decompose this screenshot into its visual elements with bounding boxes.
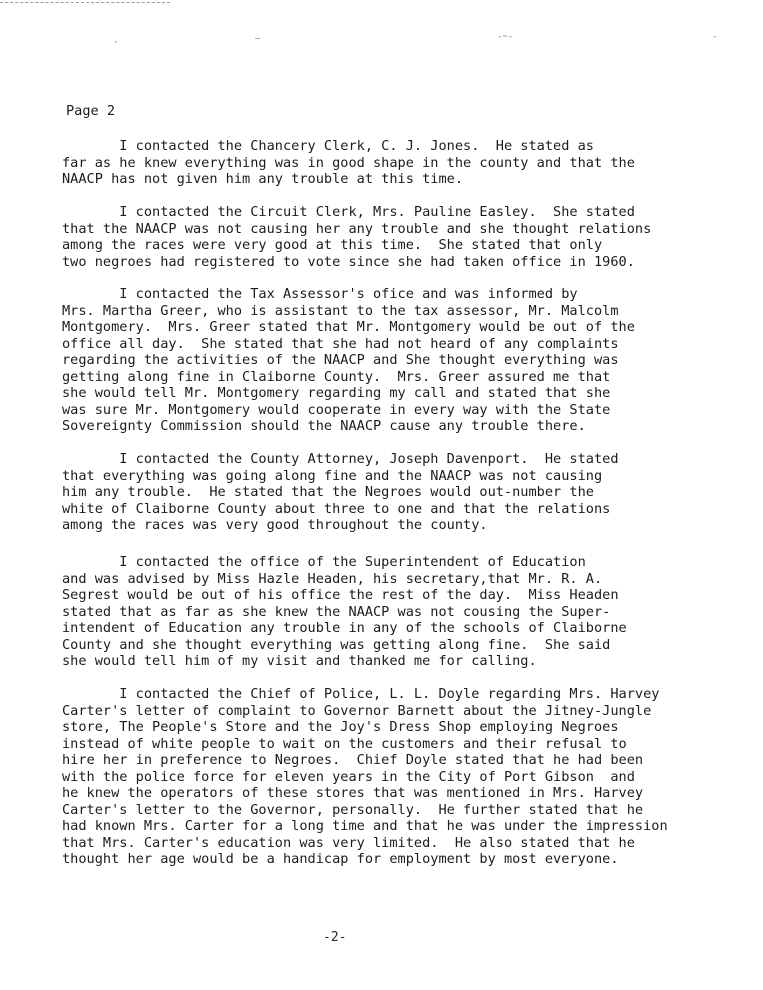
scan-speck: -~- [497, 32, 514, 42]
paragraph-line: Sovereignty Commission should the NAACP cause any trouble there. [62, 418, 586, 434]
scan-speck: - [712, 32, 718, 42]
paragraph [62, 686, 668, 868]
paragraph-line: she would tell Mr. Montgomery regarding my call and stated that she [62, 385, 611, 401]
paragraph-line: white of Claiborne County about three to one and that the relations [62, 500, 611, 517]
paragraph-line: Carter's letter to the Governor, personally. He further stated that he [62, 801, 644, 818]
paragraph-line: Montgomery. Mrs. Greer stated that Mr. Montgomery would be out of the [62, 319, 635, 335]
paragraph-line: with the police force for eleven years in the City of Port Gibson and [62, 768, 635, 785]
page-label: Page 2 [66, 103, 116, 119]
paragraph-line: getting along fine in Claiborne County. Mrs. Greer assured me that [62, 368, 611, 385]
top-edge-dashes [0, 2, 170, 3]
paragraph-line: instead of white people to wait on the customers and their refusal to [62, 735, 627, 752]
paragraph-line: store, The People's Store and the Joy's Dress Shop employing Negroes [62, 719, 619, 735]
scan-speck: · [113, 38, 119, 48]
paragraph-line: I contacted the office of the Superintendent of Education [62, 554, 586, 570]
paragraph-line: I contacted the County Attorney, Joseph Davenport. He stated [62, 451, 619, 467]
paragraph-line: him any trouble. He stated that the Negroes would out-number the [62, 484, 594, 500]
paragraph-line: he knew the operators of these stores that was mentioned in Mrs. Harvey [62, 785, 644, 801]
paragraph-line: was sure Mr. Montgomery would cooperate in every way with the State [62, 401, 611, 418]
paragraph-line: intendent of Education any trouble in any of the schools of Claiborne [62, 620, 627, 636]
paragraph-line: two negroes had registered to vote since she had taken office in 1960. [62, 253, 635, 270]
paragraph [62, 138, 635, 188]
paragraph-line: NAACP has not given him any trouble at this time. [62, 171, 464, 187]
paragraph-line: office all day. She stated that she had not heard of any complaints [62, 335, 619, 352]
paragraph-line: Mrs. Martha Greer, who is assistant to the tax assessor, Mr. Malcolm [62, 302, 619, 319]
paragraph-line: County and she thought everything was getting along fine. She said [62, 636, 611, 653]
page-number-footer: -2- [323, 930, 347, 945]
paragraph-line: and was advised by Miss Hazle Headen, his secretary,that Mr. R. A. [62, 570, 603, 587]
paragraph-line: regarding the activities of the NAACP and She thought everything was [62, 352, 619, 368]
scan-speck: — [255, 34, 261, 44]
paragraph-line: I contacted the Circuit Clerk, Mrs. Pauline Easley. She stated [62, 204, 635, 220]
paragraph [62, 204, 651, 270]
paragraph-line: among the races were very good at this time. She stated that only [62, 237, 603, 253]
paragraph-line: Carter's letter of complaint to Governor Barnett about the Jitney-Jungle [62, 702, 652, 719]
paragraph-line: among the races was very good throughout the county. [62, 517, 488, 533]
paragraph-line: she would tell him of my visit and thanked me for calling. [62, 653, 537, 669]
paragraph-line: I contacted the Chief of Police, L. L. Doyle regarding Mrs. Harvey [62, 686, 660, 702]
paragraph-line: that Mrs. Carter's education was very limited. He also stated that he [62, 834, 635, 851]
paragraph-line: I contacted the Tax Assessor's ofice and was informed by [62, 286, 578, 302]
paragraph-line: had known Mrs. Carter for a long time and that he was under the impression [62, 818, 668, 834]
paragraph [62, 554, 627, 670]
paragraph-line: hire her in preference to Negroes. Chief Doyle stated that he had been [62, 752, 644, 768]
paragraph-line: that everything was going along fine and the NAACP was not causing [62, 467, 603, 484]
paragraph [62, 451, 619, 534]
paragraph-line: that the NAACP was not causing her any trouble and she thought relations [62, 220, 652, 237]
paragraph-line: stated that as far as she knew the NAACP was not cousing the Super- [62, 603, 611, 620]
paragraph-line: thought her age would be a handicap for employment by most everyone. [62, 851, 619, 867]
paragraph-line: I contacted the Chancery Clerk, C. J. Jones. He stated as [62, 138, 594, 154]
paragraph [62, 286, 635, 435]
paragraph-line: Segrest would be out of his office the rest of the day. Miss Headen [62, 587, 619, 603]
paragraph-line: far as he knew everything was in good shape in the county and that the [62, 154, 635, 171]
